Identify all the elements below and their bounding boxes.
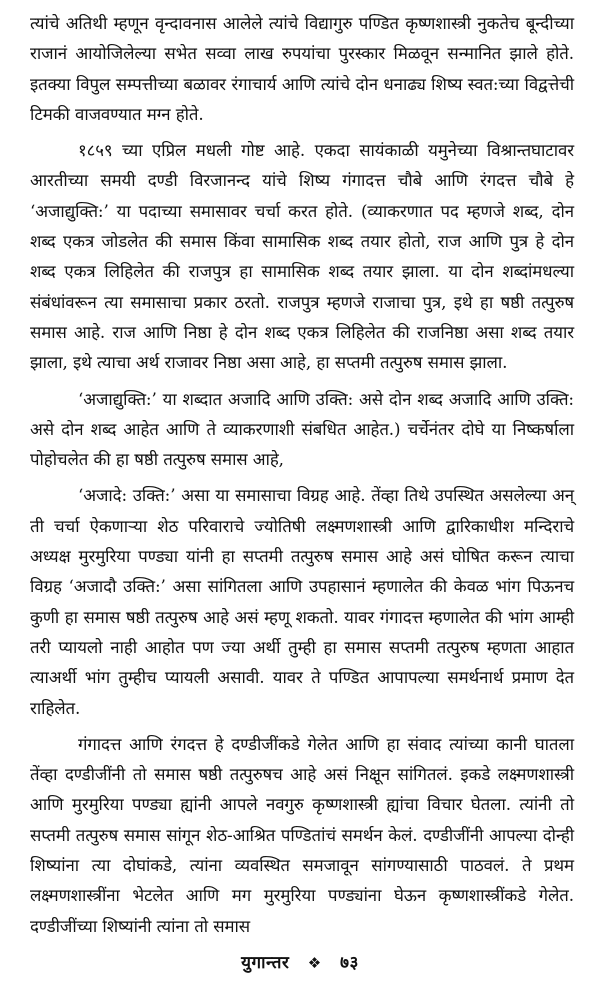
book-title: युगान्तर — [241, 953, 290, 973]
page-footer — [0, 950, 600, 973]
page-number: ७३ — [340, 953, 359, 973]
ornament-separator-icon: ❖ — [307, 954, 322, 972]
paragraph-3: ‘अजाद्युक्ति:’ या शब्दात अजादि आणि उक्ति: असे दोन शब्द अजादि आणि उक्ति: असे दोन शब्द आहेत आणि ते व्याकरणाशी संबधित आहेत.) चर्चेनंतर दोघे या निष्कर्षाला पोहोचलेत की हा षष्ठी तत्पुरुष समास आहे, — [30, 388, 574, 470]
paragraph-4: ‘अजादे: उक्ति:’ असा या समासाचा विग्रह आहे. तेंव्हा तिथे उपस्थित असलेल्या अन् ती चर्चा ऐकणाऱ्या शेठ परिवाराचे ज्योतिषी लक्ष्मणशास्त्री आणि द्वारिकाधीश मन्दिराचे अध्यक्ष मुरमुरिया पण्ड्या यांनी हा सप्तमी तत्पुरुष समास आहे असं घोषित करून त्याचा विग्रह ‘अजादौ उक्ति:’ असा सांगितला आणि उपहासानं म्हणालेत की केवळ भांग पिऊनच कुणी हा समास षष्ठी तत्पुरुष आहे असं म्हणू शकतो. यावर गंगादत्त म्हणालेत की भांग आम्ही तरी प्यायलो नाही आहोत पण ज्या अर्थी तुम्ही हा समास सप्तमी तत्पुरुष म्हणता आहात त्याअर्थी भांग तुम्हीच प्यायली असावी. यावर ते पण्डित आपापल्या समर्थनार्थ प्रमाण देत राहिलेत. — [30, 485, 574, 718]
page-body-text — [30, 8, 574, 941]
paragraph-1: त्यांचे अतिथी म्हणून वृन्दावनास आलेले त्यांचे विद्यागुरु पण्डित कृष्णशास्त्री नुकतेच बून्दीच्या राजानं आयोजिलेल्या सभेत सव्वा लाख रुपयांचा पुरस्कार मिळवून सन्मानित झाले होते. इतक्या विपुल सम्पत्तीच्या बळावर रंगाचार्य आणि त्यांचे दोन धनाढ्य शिष्य स्वत:च्या विद्वत्तेची टिमकी वाजवण्यात मग्न होते. — [30, 13, 574, 124]
paragraph-5: गंगादत्त आणि रंगदत्त हे दण्डीजींकडे गेलेत आणि हा संवाद त्यांच्या कानी घातला तेंव्हा दण्डीजींनी तो समास षष्ठी तत्पुरुषच आहे असं निक्षून सांगितलं. इकडे लक्ष्मणशास्त्री आणि मुरमुरिया पण्ड्या ह्यांनी आपले नवगुरु कृष्णशास्त्री ह्यांचा विचार घेतला. त्यांनी तो सप्तमी तत्पुरुष समास सांगून शेठ-आश्रित पण्डितांचं समर्थन केलं. दण्डीजींनी आपल्या दोन्ही शिष्यांना त्या दोघांकडे, त्यांना व्यवस्थित समजावून सांगण्यासाठी पाठवलं. ते प्रथम लक्ष्मणशास्त्रींना भेटलेत आणि मग मुरमुरिया पण्ड्यांना घेऊन कृष्णशास्त्रींकडे गेलेत. दण्डीजींच्या शिष्यांनी त्यांना तो समास — [30, 733, 574, 936]
paragraph-2: १८५९ च्या एप्रिल मधली गोष्ट आहे. एकदा सायंकाळी यमुनेच्या विश्रान्तघाटावर आरतीच्या समयी दण्डी विरजानन्द यांचे शिष्य गंगादत्त चौबे आणि रंगदत्त चौबे हे ‘अजाद्युक्ति:’ या पदाच्या समासावर चर्चा करत होते. (व्याकरणात पद म्हणजे शब्द, दोन शब्द एकत्र जोडलेत की समास किंवा सामासिक शब्द तयार होतो, राज आणि पुत्र हे दोन शब्द एकत्र लिहिलेत की राजपुत्र हा सामासिक शब्द तयार झाला. या दोन शब्दांमधल्या संबंधांवरून त्या समासाचा प्रकार ठरतो. राजपुत्र म्हणजे राजाचा पुत्र, इथे हा षष्ठी तत्पुरुष समास आहे. राज आणि निष्ठा हे दोन शब्द एकत्र लिहिलेत की राजनिष्ठा असा शब्द तयार झाला, इथे त्याचा अर्थ राजावर निष्ठा असा आहे, हा सप्तमी तत्पुरुष समास झाला. — [30, 140, 574, 373]
